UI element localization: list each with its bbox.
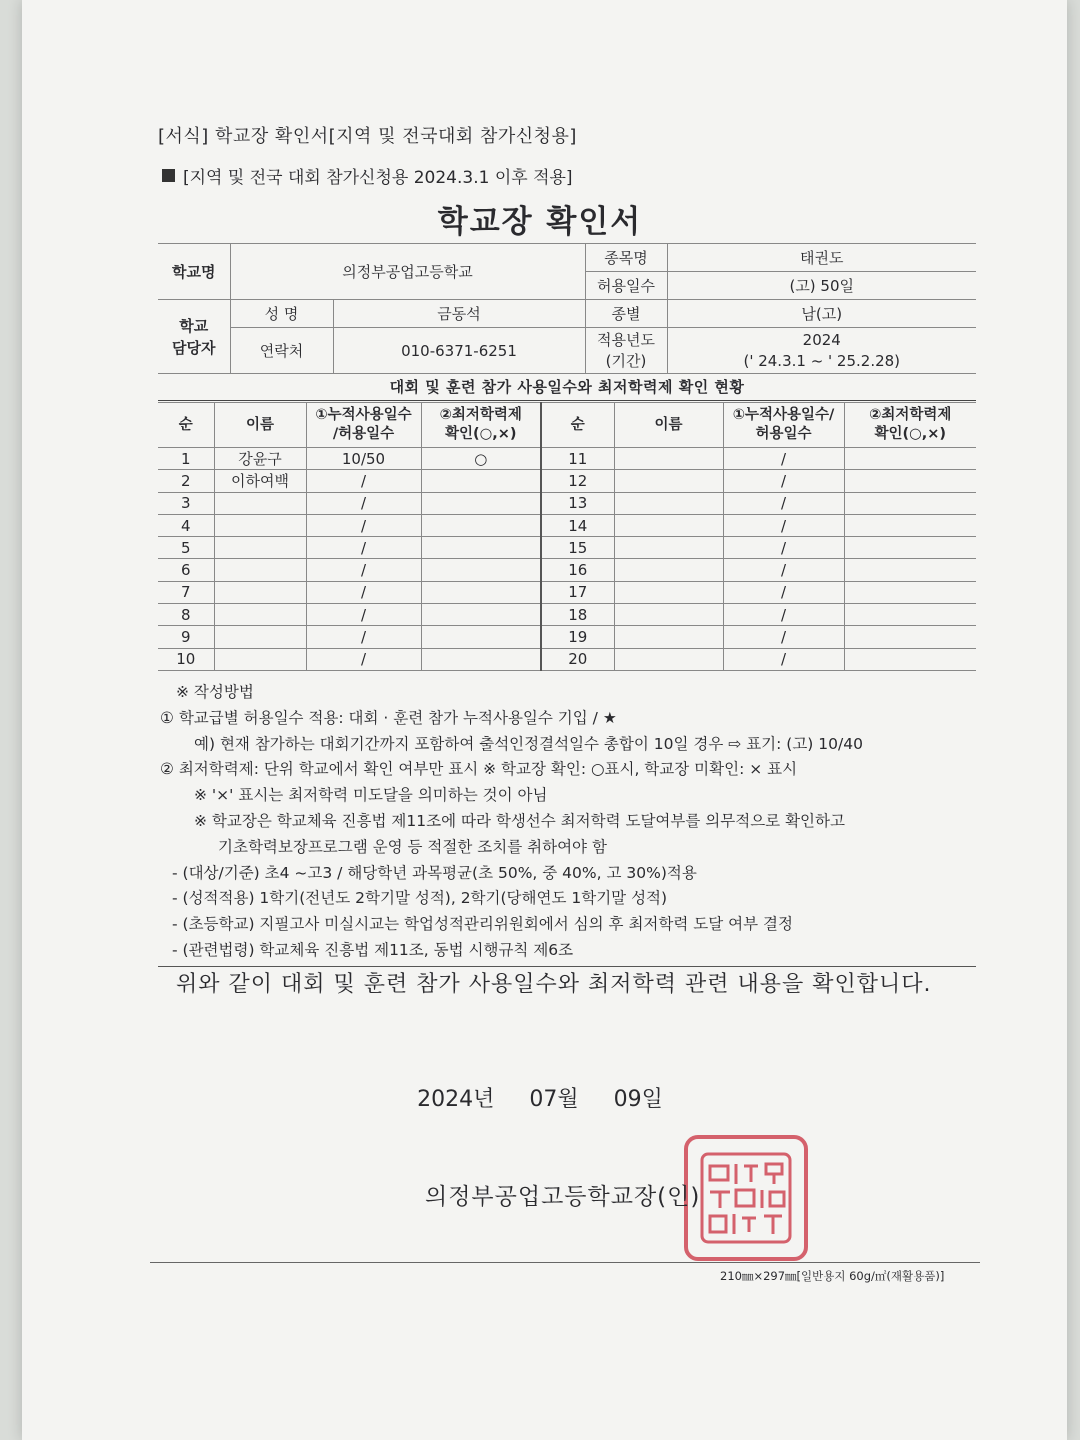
contact-value: 010-6371-6251 <box>333 328 585 374</box>
division-label: 종별 <box>585 300 667 328</box>
square-bullet-icon <box>162 169 175 182</box>
row-no: 5 <box>158 537 214 559</box>
apply-year-label <box>585 328 667 374</box>
table-row <box>158 537 976 559</box>
row-no-right: 14 <box>541 514 614 536</box>
row-name <box>214 559 306 581</box>
apply-year-value-line1: 2024 <box>802 330 841 349</box>
days-table <box>158 402 976 671</box>
row-name-right <box>614 559 723 581</box>
row-check-right <box>844 514 976 536</box>
row-name-right <box>614 581 723 603</box>
division-value: 남(고) <box>667 300 976 328</box>
row-no: 9 <box>158 626 214 648</box>
col-header-check-right-line2: 확인(○,×) <box>874 426 947 442</box>
row-no-right: 15 <box>541 537 614 559</box>
row-check-right <box>844 537 976 559</box>
issue-date <box>0 1082 1080 1113</box>
row-name <box>214 537 306 559</box>
instruction-line: ① 학교급별 허용일수 적용: 대회 · 훈련 참가 누적사용일수 기입 / ★ <box>160 708 617 727</box>
row-name <box>214 626 306 648</box>
apply-line-text: [지역 및 전국 대회 참가신청용 2024.3.1 이후 적용] <box>183 168 573 188</box>
row-days-right: / <box>723 514 844 536</box>
row-name <box>214 604 306 626</box>
row-check-right <box>844 470 976 492</box>
col-header-days <box>306 403 421 448</box>
row-check <box>421 470 541 492</box>
row-days-right: / <box>723 537 844 559</box>
school-value: 의정부공업고등학교 <box>230 244 585 300</box>
name-value: 금동석 <box>333 300 585 328</box>
row-days-right: / <box>723 448 844 470</box>
row-days-right: / <box>723 626 844 648</box>
row-name-right <box>614 448 723 470</box>
instruction-line: ※ '×' 표시는 최저학력 미도달을 의미하는 것이 아님 <box>194 786 548 805</box>
instruction-line: - (대상/기준) 초4 ~고3 / 해당학년 과목평균(초 50%, 중 40%, 고 30%)적용 <box>172 863 697 882</box>
row-check <box>421 559 541 581</box>
row-name-right <box>614 648 723 670</box>
confirm-divider <box>158 966 976 967</box>
allowed-days-label: 허용일수 <box>585 272 667 300</box>
row-no: 1 <box>158 448 214 470</box>
row-no: 7 <box>158 581 214 603</box>
row-no: 8 <box>158 604 214 626</box>
form-header: [서식] 학교장 확인서[지역 및 전국대회 참가신청용] <box>158 126 577 147</box>
row-check-right <box>844 448 976 470</box>
row-days: / <box>306 648 421 670</box>
instruction-line: ※ 학교장은 학교체육 진흥법 제11조에 따라 학생선수 최저학력 도달여부를 의무적으로 확인하고 <box>194 811 845 830</box>
row-days-right: / <box>723 492 844 514</box>
row-no-right: 19 <box>541 626 614 648</box>
table-row <box>158 648 976 670</box>
allowed-days-value: (고) 50일 <box>667 272 976 300</box>
col-header-days-right <box>723 403 844 448</box>
col-header-no-right: 순 <box>541 403 614 448</box>
row-days: / <box>306 470 421 492</box>
row-no-right: 16 <box>541 559 614 581</box>
event-label: 종목명 <box>585 244 667 272</box>
row-name-right <box>614 492 723 514</box>
row-days-right: / <box>723 470 844 492</box>
col-header-days-line2: /허용일수 <box>332 426 395 442</box>
row-no-right: 17 <box>541 581 614 603</box>
apply-year-value <box>667 328 976 374</box>
col-header-check-line1: ②최저학력제 <box>439 407 522 423</box>
apply-year-value-line2: (' 24.3.1 ~ ' 25.2.28) <box>743 351 901 370</box>
row-check-right <box>844 559 976 581</box>
date-month: 07월 <box>529 1087 579 1112</box>
row-name-right <box>614 514 723 536</box>
row-days-right: / <box>723 648 844 670</box>
row-no: 10 <box>158 648 214 670</box>
row-days: / <box>306 604 421 626</box>
table-row <box>158 492 976 514</box>
row-days-right: / <box>723 559 844 581</box>
col-header-days-right-line1: ①누적사용일수/ <box>732 407 835 423</box>
row-check <box>421 604 541 626</box>
col-header-no: 순 <box>158 403 214 448</box>
official-seal-stamp <box>684 1135 808 1261</box>
col-header-check-right <box>844 403 976 448</box>
school-label: 학교명 <box>158 244 230 300</box>
row-days: / <box>306 626 421 648</box>
principal-signature-line: 의정부공업고등학교장(인) <box>425 1184 701 1210</box>
manager-label-line2: 담당자 <box>172 338 216 357</box>
event-value: 태권도 <box>667 244 976 272</box>
row-name-right <box>614 604 723 626</box>
row-days: / <box>306 492 421 514</box>
row-check: ○ <box>421 448 541 470</box>
instruction-line: 예) 현재 참가하는 대회기간까지 포함하여 출석인정결석일수 총합이 10일 경우 ⇨ 표기: (고) 10/40 <box>194 734 863 753</box>
row-no-right: 12 <box>541 470 614 492</box>
col-header-days-line1: ①누적사용일수 <box>315 407 412 423</box>
row-days: / <box>306 514 421 536</box>
row-check <box>421 581 541 603</box>
row-days: / <box>306 559 421 581</box>
manager-label-line1: 학교 <box>179 316 209 335</box>
row-check-right <box>844 581 976 603</box>
instructions-heading: ※ 작성방법 <box>176 683 254 701</box>
row-no-right: 20 <box>541 648 614 670</box>
seal-pattern-icon <box>696 1148 796 1248</box>
row-days-right: / <box>723 604 844 626</box>
apply-year-label-line2: (기간) <box>605 351 647 370</box>
table-row <box>158 514 976 536</box>
row-check <box>421 492 541 514</box>
row-no: 6 <box>158 559 214 581</box>
name-label: 성 명 <box>230 300 333 328</box>
row-no-right: 18 <box>541 604 614 626</box>
table-row <box>158 626 976 648</box>
instruction-line: - (성적적용) 1학기(전년도 2학기말 성적), 2학기(당해연도 1학기말 성적) <box>172 889 668 908</box>
table-row <box>158 448 976 470</box>
instruction-line: - (초등학교) 지필고사 미실시교는 학업성적관리위원회에서 심의 후 최저학력 도달 여부 결정 <box>172 915 793 934</box>
row-no: 2 <box>158 470 214 492</box>
row-name-right <box>614 537 723 559</box>
instruction-line: - (관련법령) 학교체육 진흥법 제11조, 동법 시행규칙 제6조 <box>172 940 574 959</box>
row-no-right: 13 <box>541 492 614 514</box>
instructions <box>160 680 863 964</box>
row-no-right: 11 <box>541 448 614 470</box>
footer-divider <box>150 1262 980 1263</box>
row-name <box>214 581 306 603</box>
row-days: / <box>306 537 421 559</box>
row-check-right <box>844 604 976 626</box>
instruction-line: 기초학력보장프로그램 운영 등 적절한 조치를 취하여야 함 <box>218 837 607 856</box>
col-header-check-line2: 확인(○,×) <box>444 426 517 442</box>
col-header-check-right-line1: ②최저학력제 <box>869 407 952 423</box>
row-no: 4 <box>158 514 214 536</box>
table-row <box>158 581 976 603</box>
confirmation-statement: 위와 같이 대회 및 훈련 참가 사용일수와 최저학력 관련 내용을 확인합니다. <box>176 972 932 997</box>
row-days: 10/50 <box>306 448 421 470</box>
table-row <box>158 604 976 626</box>
table-row <box>158 559 976 581</box>
document-title: 학교장 확인서 <box>437 204 643 240</box>
row-name: 이하여백 <box>214 470 306 492</box>
manager-label <box>158 300 230 374</box>
apply-year-label-line1: 적용년도 <box>597 330 655 349</box>
col-header-check <box>421 403 541 448</box>
row-check <box>421 626 541 648</box>
row-no: 3 <box>158 492 214 514</box>
row-check <box>421 537 541 559</box>
section-title: 대회 및 훈련 참가 사용일수와 최저학력제 확인 현황 <box>158 374 976 401</box>
paper-spec: 210㎜×297㎜[일반용지 60g/㎡(재활용품)] <box>720 1269 945 1283</box>
row-name-right <box>614 626 723 648</box>
row-name <box>214 648 306 670</box>
table-row <box>158 470 976 492</box>
row-check <box>421 648 541 670</box>
instruction-line: ② 최저학력제: 단위 학교에서 확인 여부만 표시 ※ 학교장 확인: ○표시, 학교장 미확인: × 표시 <box>160 760 798 779</box>
date-day: 09일 <box>613 1087 663 1112</box>
apply-line <box>162 163 573 188</box>
date-year: 2024년 <box>417 1087 495 1112</box>
row-check-right <box>844 648 976 670</box>
row-days-right: / <box>723 581 844 603</box>
row-check-right <box>844 492 976 514</box>
col-header-name: 이름 <box>214 403 306 448</box>
row-name <box>214 514 306 536</box>
row-days: / <box>306 581 421 603</box>
row-name <box>214 492 306 514</box>
row-name: 강윤구 <box>214 448 306 470</box>
col-header-name-right: 이름 <box>614 403 723 448</box>
row-check <box>421 514 541 536</box>
contact-label: 연락처 <box>230 328 333 374</box>
row-check-right <box>844 626 976 648</box>
info-table <box>158 243 976 374</box>
col-header-days-right-line2: 허용일수 <box>755 426 812 442</box>
row-name-right <box>614 470 723 492</box>
